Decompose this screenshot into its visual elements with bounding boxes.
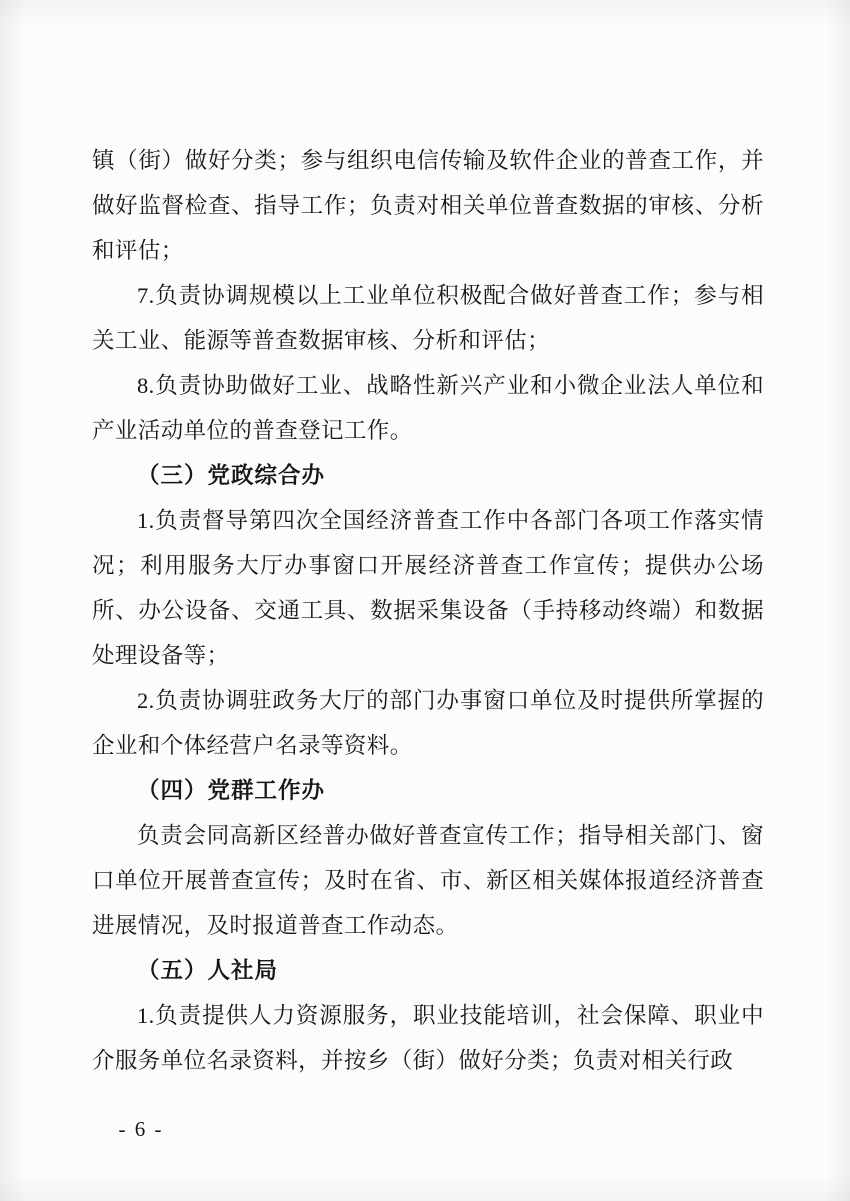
page-number [0,1117,850,1142]
paragraph-three-item-2: 2.负责协调驻政务大厅的部门办事窗口单位及时提供所掌握的企业和个体经营户名录等资料。 [92,688,764,758]
section-heading-four: （四）党群工作办 [137,778,326,803]
paragraph-item-7: 7.负责协调规模以上工业单位积极配合做好普查工作；参与相关工业、能源等普查数据审核、分析和评估； [92,283,764,353]
page-number-text: - 6 - [118,1117,164,1141]
paragraph-three-item-1: 1.负责督导第四次全国经济普查工作中各部门各项工作落实情况；利用服务大厅办事窗口开展经济普查工作宣传；提供办公场所、办公设备、交通工具、数据采集设备（手持移动终端）和数据处理设备等； [92,508,764,668]
section-heading-three: （三）党政综合办 [137,463,326,488]
document-text-body [92,138,764,1083]
paragraph-1: 镇（街）做好分类；参与组织电信传输及软件企业的普查工作，并做好监督检查、指导工作；负责对相关单位普查数据的审核、分析和评估； [92,148,764,263]
section-heading-five: （五）人社局 [137,958,279,983]
paragraph-five-item-1: 1.负责提供人力资源服务，职业技能培训，社会保障、职业中介服务单位名录资料，并按乡（街）做好分类；负责对相关行政 [92,1003,764,1073]
paragraph-four-body: 负责会同高新区经普办做好普查宣传工作；指导相关部门、窗口单位开展普查宣传；及时在省、市、新区相关媒体报道经济普查进展情况，及时报道普查工作动态。 [92,823,764,938]
paragraph-item-8: 8.负责协助做好工业、战略性新兴产业和小微企业法人单位和产业活动单位的普查登记工作。 [92,373,764,443]
